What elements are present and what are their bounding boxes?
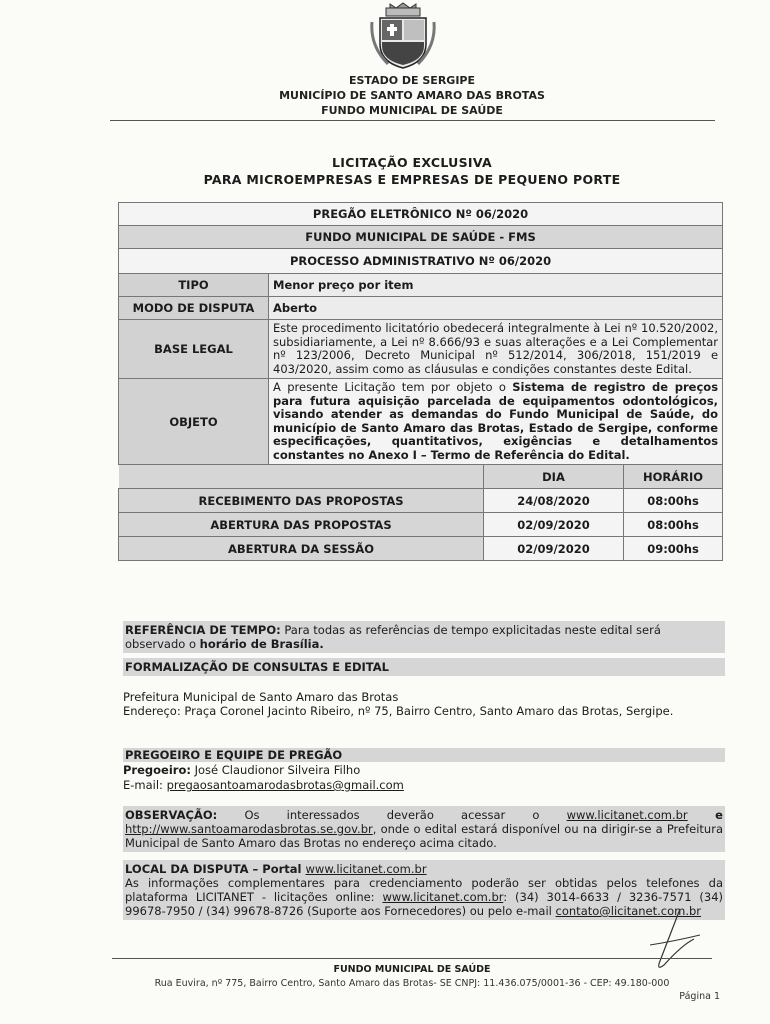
- edital-summary-table: [118, 202, 723, 561]
- base-legal-value: Este procedimento licitatório obedecerá integralmente à Lei nº 10.520/2002, subsidiariamente, a Lei nº 8.666/93 e suas alterações e a Lei Complementar nº 123/2006, Decreto Municipal nº 512/2014, 306/2018, 151/2019 e 403/2020, assim como as cláusulas e condições constantes deste Edital.: [269, 320, 723, 379]
- formalizacao-line1: Prefeitura Municipal de Santo Amaro das Brotas: [123, 690, 399, 704]
- processo-number: PROCESSO ADMINISTRATIVO Nº 06/2020: [119, 249, 723, 274]
- header-fund: FUNDO MUNICIPAL DE SAÚDE: [321, 104, 503, 117]
- modo-value: Aberto: [269, 297, 723, 320]
- header-divider: [110, 120, 715, 121]
- objeto-value: A presente Licitação tem por objeto o Sistema de registro de preços para futura aquisição parcelada de equipamentos odontológicos, visando atender as demandas do Fundo Municipal de Saúde, do município de Santo Amaro das Brotas, Estado de Sergipe, conforme especificações, quantitativos, exigências e detalhamentos constantes no Anexo I – Termo de Referência do Edital.: [269, 379, 723, 465]
- pregoeiro-name: Pregoeiro: José Claudionor Silveira Filho: [123, 763, 361, 777]
- local-disputa: LOCAL DA DISPUTA – Portal www.licitanet.com.br As informações complementares para credenciamento poderão ser obtidas pelos telefones da plataforma LICITANET - licitações online: www.licitanet.com.br: (34) 3014-6633 / 3236-7571 (34) 99678-7950 / (34) 99678-8726 (Suporte aos Fornecedores) ou pelo e-mail contato@licitanet.com.br: [125, 862, 723, 918]
- schedule-row: ABERTURA DAS PROPOSTAS 02/09/2020 08:00hs: [119, 513, 723, 537]
- contact-email-link[interactable]: contato@licitanet.com.br: [555, 904, 702, 918]
- modo-label: MODO DE DISPUTA: [119, 297, 269, 320]
- pregao-number: PREGÃO ELETRÔNICO Nº 06/2020: [119, 203, 723, 226]
- col-horario: HORÁRIO: [624, 465, 723, 489]
- time-reference: REFERÊNCIA DE TEMPO: Para todas as referências de tempo explicitadas neste edital será observado o horário de Brasília.: [123, 621, 725, 653]
- footer-divider: [112, 958, 712, 959]
- pregoeiro-email: E-mail: pregaosantoamarodasbrotas@gmail.com: [123, 778, 404, 792]
- pregoeiro-email-link[interactable]: pregaosantoamarodasbrotas@gmail.com: [166, 778, 404, 792]
- licitanet-link[interactable]: www.licitanet.com.br: [566, 808, 688, 822]
- schedule-row: RECEBIMENTO DAS PROPOSTAS 24/08/2020 08:00hs: [119, 489, 723, 513]
- header-municipality: MUNICÍPIO DE SANTO AMARO DAS BROTAS: [279, 89, 545, 102]
- footer-address: Rua Euvira, nº 775, Bairro Centro, Santo Amaro das Brotas- SE CNPJ: 11.436.075/0001-36 - CEP: 49.180-000: [154, 978, 670, 989]
- formalizacao-line2: Endereço: Praça Coronel Jacinto Ribeiro, nº 75, Bairro Centro, Santo Amaro das Brotas, Sergipe.: [123, 704, 674, 718]
- header-state: ESTADO DE SERGIPE: [349, 74, 475, 87]
- page-number: Página 1: [679, 991, 720, 1002]
- footer-org: FUNDO MUNICIPAL DE SAÚDE: [333, 964, 491, 975]
- tipo-label: TIPO: [119, 274, 269, 297]
- fund-name: FUNDO MUNICIPAL DE SAÚDE - FMS: [119, 226, 723, 249]
- coat-of-arms-icon: [368, 2, 438, 72]
- tipo-value: Menor preço por item: [269, 274, 723, 297]
- pregoeiro-heading: PREGOEIRO E EQUIPE DE PREGÃO: [123, 748, 725, 762]
- title-line2: PARA MICROEMPRESAS E EMPRESAS DE PEQUENO PORTE: [203, 172, 621, 187]
- licitanet-link-2[interactable]: www.licitanet.com.br: [382, 890, 504, 904]
- schedule-row: ABERTURA DA SESSÃO 02/09/2020 09:00hs: [119, 537, 723, 561]
- title-line1: LICITAÇÃO EXCLUSIVA: [332, 155, 492, 170]
- portal-link[interactable]: www.licitanet.com.br: [305, 862, 427, 876]
- col-dia: DIA: [484, 465, 624, 489]
- objeto-label: OBJETO: [119, 379, 269, 465]
- formalizacao-heading: FORMALIZAÇÃO DE CONSULTAS E EDITAL: [123, 658, 725, 676]
- prefeitura-link[interactable]: http://www.santoamarodasbrotas.se.gov.br: [125, 822, 373, 836]
- base-legal-label: BASE LEGAL: [119, 320, 269, 379]
- observacao: OBSERVAÇÃO: Os interessados deverão acessar o www.licitanet.com.br e http://www.santoamarodasbrotas.se.gov.br, onde o edital estará disponível ou na dirigir-se a Prefeitura Municipal de Santo Amaro das Brotas no endereço acima citado.: [125, 808, 723, 850]
